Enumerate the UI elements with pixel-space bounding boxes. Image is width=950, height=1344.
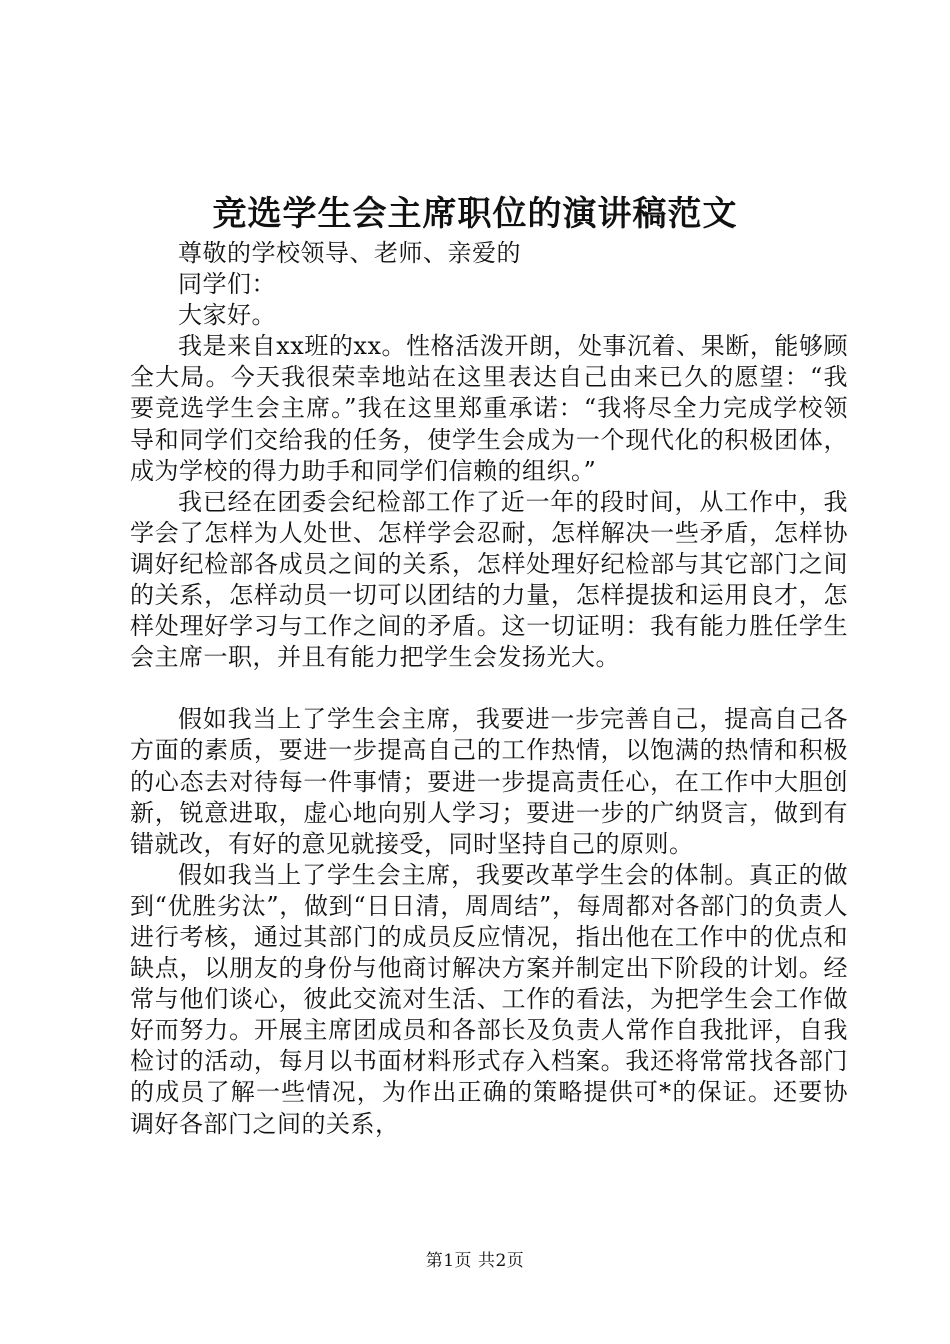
document-body bbox=[130, 238, 848, 1140]
greeting-line-2: 同学们： bbox=[178, 270, 276, 299]
paragraph-4: 假如我当上了学生会主席，我要改革学生会的体制。真正的做到“优胜劣汰”，做到“日日清，周周结”，每周都对各部门的负责人进行考核，通过其部门的成员反应情况，指出他在工作中的优点和缺点，以朋友的身份与他商讨解决方案并制定出下阶段的计划。经常与他们谈心，彼此交流对生活、工作的看法，为把学生会工作做好而努力。开展主席团成员和各部长及负责人常作自我批评，自我检讨的活动，每月以书面材料形式存入档案。我还将常常找各部门的成员了解一些情况，为作出正确的策略提供可*的保证。还要协调好各部门之间的关系， bbox=[130, 860, 848, 1138]
page-indicator: 第1页 共2页 bbox=[425, 1251, 525, 1271]
paragraph-1: 我是来自xx班的xx。性格活泼开朗，处事沉着、果断，能够顾全大局。今天我很荣幸地站在这里表达自己由来已久的愿望：“我要竞选学生会主席。”我在这里郑重承诺：“我将尽全力完成学校领导和同学们交给我的任务，使学生会成为一个现代化的积极团体，成为学校的得力助手和同学们信赖的组织。” bbox=[130, 332, 848, 485]
paragraph-2: 我已经在团委会纪检部工作了近一年的段时间，从工作中，我学会了怎样为人处世、怎样学会忍耐，怎样解决一些矛盾，怎样协调好纪检部各成员之间的关系，怎样处理好纪检部与其它部门之间的关系，怎样动员一切可以团结的力量，怎样提拔和运用良才，怎样处理好学习与工作之间的矛盾。这一切证明：我有能力胜任学生会主席一职，并且有能力把学生会发扬光大。 bbox=[130, 487, 848, 672]
document-title: 竞选学生会主席职位的演讲稿范文 bbox=[212, 194, 738, 234]
greeting-line-1: 尊敬的学校领导、老师、亲爱的 bbox=[178, 239, 521, 267]
salutation: 大家好。 bbox=[178, 301, 276, 330]
paragraph-3: 假如我当上了学生会主席，我要进一步完善自己，提高自己各方面的素质，要进一步提高自己的工作热情，以饱满的热情和积极的心态去对待每一件事情；要进一步提高责任心，在工作中大胆创新，锐意进取，虚心地向别人学习；要进一步的广纳贤言，做到有错就改，有好的意见就接受，同时坚持自己的原则。 bbox=[130, 705, 848, 858]
